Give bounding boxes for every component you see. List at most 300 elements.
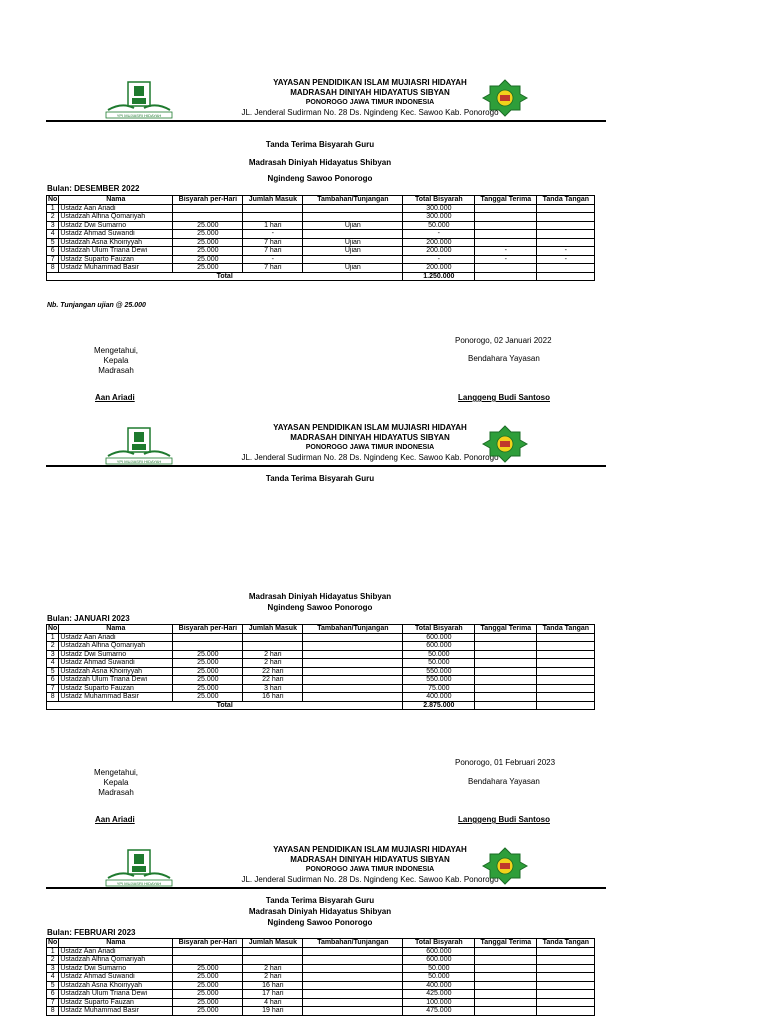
col-nama-cell: Ustadz Ahmad Suwandi	[59, 973, 173, 982]
foundation-name: YAYASAN PENDIDIKAN ISLAM MUJIASRI HIDAYAH	[273, 78, 467, 87]
col-jumlah-masuk-cell: 1 hari	[243, 221, 303, 230]
headmaster-name: Aan Ariadi	[95, 815, 135, 824]
col-total-bisyarah-cell: 600.000	[403, 947, 475, 956]
col-bisyarah-per-hari-cell: 25.000	[173, 667, 243, 676]
col-no-cell: 4	[47, 973, 59, 982]
col-nama-cell: Ustadzah Asna Khoiriyyah	[59, 667, 173, 676]
col-tanda-tangan-cell: -	[537, 247, 595, 256]
col-tanda-tangan-cell	[537, 693, 595, 702]
col-tambahan-header: Tambahan/Tunjangan	[303, 939, 403, 948]
col-nama-cell: Ustadzah Alfina Qomariyah	[59, 956, 173, 965]
table-row	[47, 956, 595, 965]
doc-title: Tanda Terima Bisyarah Guru	[265, 140, 375, 149]
col-tanggal-terima-cell	[475, 1007, 537, 1016]
col-nama-cell: Ustadzah Alfina Qomariyah	[59, 642, 173, 651]
col-tanggal-terima-cell	[475, 633, 537, 642]
col-nama-cell: Ustadz Muhammad Basir	[59, 693, 173, 702]
table-total-row	[47, 272, 595, 281]
address: JL. Jenderal Sudirman No. 28 Ds. Ngindeng Kec. Sawoo Kab. Ponorogo	[241, 875, 499, 884]
col-tanggal-terima-cell	[475, 272, 537, 281]
svg-text:YPI MUJIASRI HIDAYAH: YPI MUJIASRI HIDAYAH	[116, 459, 162, 464]
table-row	[47, 667, 595, 676]
col-total-bisyarah-header: Total Bisyarah	[403, 196, 475, 205]
col-tambahan-cell	[303, 684, 403, 693]
col-tambahan-cell	[303, 667, 403, 676]
col-tanda-tangan-cell	[537, 1007, 595, 1016]
col-tanggal-terima-cell	[475, 213, 537, 222]
col-total-bisyarah-cell: 50.000	[403, 659, 475, 668]
col-tanda-tangan-cell	[537, 633, 595, 642]
col-no-cell: 3	[47, 964, 59, 973]
col-no-cell: 6	[47, 990, 59, 999]
col-tanggal-terima-cell	[475, 676, 537, 685]
col-jumlah-masuk-header: Jumlah Masuk	[243, 625, 303, 634]
col-jumlah-masuk-cell	[243, 633, 303, 642]
treasurer-title: Bendahara Yayasan	[468, 777, 540, 786]
col-tanggal-terima-cell	[475, 981, 537, 990]
col-tambahan-cell: Ujian	[303, 247, 403, 256]
col-bisyarah-per-hari-cell: 25.000	[173, 1007, 243, 1016]
col-tanggal-terima-cell	[475, 693, 537, 702]
month-label: Bulan: DESEMBER 2022	[47, 184, 140, 193]
letterhead-rule	[46, 887, 606, 889]
col-bisyarah-per-hari-cell: 25.000	[173, 998, 243, 1007]
col-jumlah-masuk-cell: 2 hari	[243, 650, 303, 659]
doc-subtitle: Madrasah Diniyah Hidayatus Shibyan	[248, 158, 392, 167]
col-no-cell: 7	[47, 684, 59, 693]
col-tanggal-terima-header: Tanggal Terima	[475, 196, 537, 205]
col-tambahan-cell	[303, 642, 403, 651]
col-tambahan-cell	[303, 990, 403, 999]
col-tanda-tangan-cell	[537, 221, 595, 230]
col-total-bisyarah-cell: 300.000	[403, 213, 475, 222]
col-tambahan-cell	[303, 693, 403, 702]
col-no-cell: 6	[47, 247, 59, 256]
col-nama-cell: Ustadzah Asna Khoiriyyah	[59, 981, 173, 990]
col-bisyarah-per-hari-cell: 25.000	[173, 693, 243, 702]
emblem-logo-icon	[480, 424, 530, 464]
col-tanggal-terima-cell	[475, 684, 537, 693]
col-tanda-tangan-cell	[537, 684, 595, 693]
col-nama-cell: Ustadz Suparto Fauzan	[59, 684, 173, 693]
table-row	[47, 659, 595, 668]
table-row	[47, 684, 595, 693]
col-bisyarah-per-hari-cell: 25.000	[173, 221, 243, 230]
col-no-cell: 5	[47, 667, 59, 676]
col-bisyarah-per-hari-cell	[173, 642, 243, 651]
col-tanggal-terima-cell	[475, 238, 537, 247]
treasurer-name: Langgeng Budi Santoso	[458, 393, 550, 402]
headmaster-title: Kepala Madrasah	[98, 356, 134, 375]
col-no-cell: 4	[47, 230, 59, 239]
signature-block-left	[86, 768, 146, 798]
table-row	[47, 650, 595, 659]
col-tanda-tangan-cell	[537, 947, 595, 956]
col-nama-cell: Ustadz Suparto Fauzan	[59, 255, 173, 264]
col-tanda-tangan-cell	[537, 676, 595, 685]
col-nama-cell: Ustadz Aan Ariadi	[59, 204, 173, 213]
doc-subtitle: Madrasah Diniyah Hidayatus Shibyan	[248, 592, 392, 601]
col-total-bisyarah-cell: 400.000	[403, 693, 475, 702]
acknowledged-label: Mengetahui,	[93, 346, 139, 355]
col-tambahan-cell	[303, 659, 403, 668]
region: PONOROGO JAWA TIMUR INDONESIA	[305, 866, 435, 873]
place-date: Ponorogo, 01 Februari 2023	[455, 758, 556, 767]
col-tanggal-terima-cell	[475, 264, 537, 273]
col-tanggal-terima-cell: -	[475, 255, 537, 264]
col-tanggal-terima-cell	[475, 956, 537, 965]
col-jumlah-masuk-cell	[243, 204, 303, 213]
col-tanggal-terima-cell	[475, 204, 537, 213]
doc-subtitle: Madrasah Diniyah Hidayatus Shibyan	[248, 907, 392, 916]
col-tanggal-terima-header: Tanggal Terima	[475, 625, 537, 634]
col-no-header: No	[48, 939, 58, 946]
col-bisyarah-per-hari-header: Bisyarah per-Hari	[173, 939, 243, 948]
table-row	[47, 247, 595, 256]
col-jumlah-masuk-cell: 2 hari	[243, 964, 303, 973]
col-tambahan-cell	[303, 998, 403, 1007]
col-jumlah-masuk-cell: 2 hari	[243, 659, 303, 668]
table-row	[47, 204, 595, 213]
col-total-bisyarah-cell: 600.000	[403, 633, 475, 642]
col-jumlah-masuk-cell: 7 hari	[243, 264, 303, 273]
col-total-bisyarah-cell: 475.000	[403, 1007, 475, 1016]
col-tambahan-cell	[303, 204, 403, 213]
col-tanda-tangan-cell	[537, 642, 595, 651]
acknowledged-label: Mengetahui,	[93, 768, 139, 777]
col-tambahan-cell: Ujian	[303, 238, 403, 247]
col-tanda-tangan-cell	[537, 204, 595, 213]
table-row	[47, 981, 595, 990]
letterhead-rule	[46, 465, 606, 467]
col-tambahan-cell	[303, 1007, 403, 1016]
col-tanggal-terima-header: Tanggal Terima	[475, 939, 537, 948]
madrasah-name: MADRASAH DINIYAH HIDAYATUS SIBYAN	[290, 855, 450, 864]
col-total-bisyarah-cell: 200.000	[403, 238, 475, 247]
col-total-bisyarah-cell: 425.000	[403, 990, 475, 999]
col-tanggal-terima-cell	[475, 659, 537, 668]
col-total-bisyarah-header: Total Bisyarah	[403, 939, 475, 948]
letterhead	[0, 420, 768, 468]
emblem-logo-icon	[480, 78, 530, 118]
doc-location: Ngindeng Sawoo Ponorogo	[267, 174, 373, 183]
madrasah-name: MADRASAH DINIYAH HIDAYATUS SIBYAN	[290, 88, 450, 97]
col-jumlah-masuk-cell: 7 hari	[243, 238, 303, 247]
col-total-bisyarah-cell: 50.000	[403, 973, 475, 982]
col-tanda-tangan-cell	[537, 238, 595, 247]
table-row	[47, 264, 595, 273]
col-tanda-tangan-header: Tanda Tangan	[537, 625, 595, 634]
col-tanda-tangan-cell	[537, 964, 595, 973]
table-row	[47, 642, 595, 651]
col-no-cell: 2	[47, 642, 59, 651]
col-tambahan-cell	[303, 676, 403, 685]
col-tambahan-cell	[303, 973, 403, 982]
col-tanggal-terima-cell: -	[475, 247, 537, 256]
col-tambahan-cell	[303, 947, 403, 956]
col-tambahan-header: Tambahan/Tunjangan	[303, 625, 403, 634]
col-jumlah-masuk-cell: 22 hari	[243, 667, 303, 676]
col-nama-cell: Ustadz Muhammad Basir	[59, 1007, 173, 1016]
col-no-header: No	[48, 625, 58, 632]
col-tanda-tangan-cell	[537, 659, 595, 668]
col-tanda-tangan-header: Tanda Tangan	[537, 939, 595, 948]
col-total-bisyarah-cell: 200.000	[403, 247, 475, 256]
col-nama-cell: Ustadzah Asna Khoiriyyah	[59, 238, 173, 247]
col-jumlah-masuk-cell: 2 hari	[243, 973, 303, 982]
col-tanda-tangan-cell	[537, 990, 595, 999]
col-nama-cell: Ustadz Dwi Sumarno	[59, 221, 173, 230]
col-bisyarah-per-hari-cell: 25.000	[173, 676, 243, 685]
col-no-cell: 2	[47, 213, 59, 222]
col-tanggal-terima-cell	[475, 230, 537, 239]
col-total-bisyarah-cell: 300.000	[403, 204, 475, 213]
col-no-cell: 2	[47, 956, 59, 965]
col-tanda-tangan-cell	[537, 973, 595, 982]
col-tambahan-cell: Ujian	[303, 221, 403, 230]
table-header-row	[47, 625, 595, 634]
col-tambahan-cell	[303, 213, 403, 222]
col-jumlah-masuk-cell: 7 hari	[243, 247, 303, 256]
total-value: 2.875.000	[403, 701, 475, 710]
col-jumlah-masuk-header: Jumlah Masuk	[243, 939, 303, 948]
col-bisyarah-per-hari-cell	[173, 204, 243, 213]
letterhead	[0, 74, 768, 122]
col-tanda-tangan-header: Tanda Tangan	[537, 196, 595, 205]
col-jumlah-masuk-cell: 16 hari	[243, 693, 303, 702]
col-total-bisyarah-cell: 75.000	[403, 684, 475, 693]
col-tanda-tangan-cell	[537, 667, 595, 676]
bisyarah-table	[46, 195, 595, 281]
doc-title: Tanda Terima Bisyarah Guru	[265, 474, 375, 483]
col-no-header: No	[48, 196, 58, 203]
col-total-bisyarah-cell: -	[403, 230, 475, 239]
col-nama-cell: Ustadzah Ulum Triana Dewi	[59, 247, 173, 256]
table-row	[47, 676, 595, 685]
col-bisyarah-per-hari-cell	[173, 956, 243, 965]
col-no-cell: 1	[47, 633, 59, 642]
col-tanda-tangan-cell	[537, 998, 595, 1007]
col-tanda-tangan-cell: -	[537, 255, 595, 264]
col-total-bisyarah-cell: 550.000	[403, 676, 475, 685]
region: PONOROGO JAWA TIMUR INDONESIA	[305, 444, 435, 451]
col-nama-cell: Ustadzah Alfina Qomariyah	[59, 213, 173, 222]
col-jumlah-masuk-header: Jumlah Masuk	[243, 196, 303, 205]
col-jumlah-masuk-cell: -	[243, 255, 303, 264]
bisyarah-table	[46, 624, 595, 710]
emblem-logo-icon	[480, 846, 530, 886]
doc-location: Ngindeng Sawoo Ponorogo	[267, 603, 373, 612]
col-no-cell: 5	[47, 238, 59, 247]
col-tanggal-terima-cell	[475, 990, 537, 999]
col-bisyarah-per-hari-cell	[173, 213, 243, 222]
table-total-row	[47, 701, 595, 710]
letterhead	[0, 842, 768, 890]
svg-text:YPI MUJIASRI HIDAYAH: YPI MUJIASRI HIDAYAH	[116, 881, 162, 886]
col-tanda-tangan-cell	[537, 701, 595, 710]
table-row	[47, 1007, 595, 1016]
table-row	[47, 633, 595, 642]
col-tanda-tangan-cell	[537, 981, 595, 990]
col-nama-header: Nama	[59, 625, 173, 634]
col-jumlah-masuk-cell	[243, 956, 303, 965]
col-jumlah-masuk-cell: 22 hari	[243, 676, 303, 685]
table-row	[47, 693, 595, 702]
col-tanggal-terima-cell	[475, 701, 537, 710]
col-total-bisyarah-cell: 50.000	[403, 650, 475, 659]
col-tanggal-terima-cell	[475, 998, 537, 1007]
doc-location: Ngindeng Sawoo Ponorogo	[267, 918, 373, 927]
col-nama-cell: Ustadz Dwi Sumarno	[59, 964, 173, 973]
col-bisyarah-per-hari-cell: 25.000	[173, 650, 243, 659]
col-total-bisyarah-cell: 600.000	[403, 642, 475, 651]
total-value: 1.250.000	[403, 272, 475, 281]
col-tanda-tangan-cell	[537, 650, 595, 659]
col-nama-header: Nama	[59, 939, 173, 948]
col-total-bisyarah-cell: 600.000	[403, 956, 475, 965]
col-bisyarah-per-hari-cell: 25.000	[173, 255, 243, 264]
col-tanda-tangan-cell	[537, 264, 595, 273]
col-jumlah-masuk-cell	[243, 947, 303, 956]
col-tambahan-cell: Ujian	[303, 264, 403, 273]
col-no-cell: 8	[47, 1007, 59, 1016]
col-nama-cell: Ustadz Ahmad Suwandi	[59, 659, 173, 668]
col-bisyarah-per-hari-cell: 25.000	[173, 973, 243, 982]
col-tambahan-cell	[303, 255, 403, 264]
col-tanggal-terima-cell	[475, 973, 537, 982]
table-row	[47, 255, 595, 264]
table-row	[47, 230, 595, 239]
col-tanda-tangan-cell	[537, 272, 595, 281]
col-total-bisyarah-header: Total Bisyarah	[403, 625, 475, 634]
address: JL. Jenderal Sudirman No. 28 Ds. Ngindeng Kec. Sawoo Kab. Ponorogo	[241, 108, 499, 117]
signature-block-left	[86, 346, 146, 376]
col-bisyarah-per-hari-header: Bisyarah per-Hari	[173, 196, 243, 205]
col-no-cell: 8	[47, 264, 59, 273]
table-row	[47, 990, 595, 999]
place-date: Ponorogo, 02 Januari 2022	[455, 336, 552, 345]
col-tambahan-cell	[303, 964, 403, 973]
col-bisyarah-per-hari-cell	[173, 947, 243, 956]
col-total-bisyarah-cell: 400.000	[403, 981, 475, 990]
col-nama-cell: Ustadz Suparto Fauzan	[59, 998, 173, 1007]
col-tambahan-cell	[303, 981, 403, 990]
col-bisyarah-per-hari-cell: 25.000	[173, 964, 243, 973]
col-nama-header: Nama	[59, 196, 173, 205]
col-total-bisyarah-cell: 100.000	[403, 998, 475, 1007]
col-bisyarah-per-hari-cell	[173, 633, 243, 642]
col-jumlah-masuk-cell: 19 hari	[243, 1007, 303, 1016]
table-row	[47, 221, 595, 230]
col-total-bisyarah-cell: -	[403, 255, 475, 264]
col-tanggal-terima-cell	[475, 947, 537, 956]
col-total-bisyarah-cell: 50.000	[403, 964, 475, 973]
col-nama-cell: Ustadz Aan Ariadi	[59, 633, 173, 642]
region: PONOROGO JAWA TIMUR INDONESIA	[305, 99, 435, 106]
col-bisyarah-per-hari-cell: 25.000	[173, 247, 243, 256]
col-no-cell: 1	[47, 947, 59, 956]
treasurer-title: Bendahara Yayasan	[468, 354, 540, 363]
col-no-cell: 3	[47, 650, 59, 659]
col-tambahan-cell	[303, 956, 403, 965]
col-jumlah-masuk-cell: 16 hari	[243, 981, 303, 990]
col-tambahan-cell	[303, 230, 403, 239]
doc-title: Tanda Terima Bisyarah Guru	[265, 896, 375, 905]
col-bisyarah-per-hari-cell: 25.000	[173, 264, 243, 273]
col-no-cell: 3	[47, 221, 59, 230]
col-bisyarah-per-hari-cell: 25.000	[173, 230, 243, 239]
col-no-cell: 5	[47, 981, 59, 990]
col-tanggal-terima-cell	[475, 650, 537, 659]
col-no-cell: 8	[47, 693, 59, 702]
headmaster-name: Aan Ariadi	[95, 393, 135, 402]
col-nama-cell: Ustadzah Ulum Triana Dewi	[59, 676, 173, 685]
col-no-cell: 7	[47, 255, 59, 264]
headmaster-title: Kepala Madrasah	[98, 778, 134, 797]
col-total-bisyarah-cell: 550.000	[403, 667, 475, 676]
col-jumlah-masuk-cell	[243, 642, 303, 651]
month-label: Bulan: JANUARI 2023	[47, 614, 130, 623]
col-bisyarah-per-hari-cell: 25.000	[173, 981, 243, 990]
col-tanda-tangan-cell	[537, 213, 595, 222]
table-row	[47, 964, 595, 973]
col-no-cell: 7	[47, 998, 59, 1007]
col-total-bisyarah-cell: 50.000	[403, 221, 475, 230]
col-jumlah-masuk-cell: 4 hari	[243, 998, 303, 1007]
svg-text:YPI MUJIASRI HIDAYAH: YPI MUJIASRI HIDAYAH	[116, 113, 162, 118]
col-no-cell: 6	[47, 676, 59, 685]
table-header-row	[47, 196, 595, 205]
col-bisyarah-per-hari-cell: 25.000	[173, 684, 243, 693]
col-tanggal-terima-cell	[475, 221, 537, 230]
table-row	[47, 998, 595, 1007]
col-nama-cell: Ustadz Ahmad Suwandi	[59, 230, 173, 239]
foundation-name: YAYASAN PENDIDIKAN ISLAM MUJIASRI HIDAYAH	[273, 845, 467, 854]
allowance-note: Nb. Tunjangan ujian @ 25.000	[47, 302, 146, 309]
month-label: Bulan: FEBRUARI 2023	[47, 928, 136, 937]
col-jumlah-masuk-cell: 3 hari	[243, 684, 303, 693]
col-nama-cell: Ustadzah Ulum Triana Dewi	[59, 990, 173, 999]
col-jumlah-masuk-cell: 17 hari	[243, 990, 303, 999]
bisyarah-table	[46, 938, 595, 1016]
col-bisyarah-per-hari-cell: 25.000	[173, 990, 243, 999]
col-jumlah-masuk-cell	[243, 213, 303, 222]
col-tanggal-terima-cell	[475, 642, 537, 651]
address: JL. Jenderal Sudirman No. 28 Ds. Ngindeng Kec. Sawoo Kab. Ponorogo	[241, 453, 499, 462]
col-total-bisyarah-cell: 200.000	[403, 264, 475, 273]
col-no-cell: 4	[47, 659, 59, 668]
col-no-cell: 1	[47, 204, 59, 213]
col-tanggal-terima-cell	[475, 964, 537, 973]
madrasah-name: MADRASAH DINIYAH HIDAYATUS SIBYAN	[290, 433, 450, 442]
col-jumlah-masuk-cell: -	[243, 230, 303, 239]
table-row	[47, 213, 595, 222]
table-header-row	[47, 939, 595, 948]
col-tambahan-cell	[303, 633, 403, 642]
foundation-name: YAYASAN PENDIDIKAN ISLAM MUJIASRI HIDAYAH	[273, 423, 467, 432]
col-tanda-tangan-cell	[537, 956, 595, 965]
col-bisyarah-per-hari-cell: 25.000	[173, 659, 243, 668]
total-label: Total	[47, 701, 403, 710]
col-tanggal-terima-cell	[475, 667, 537, 676]
table-row	[47, 973, 595, 982]
treasurer-name: Langgeng Budi Santoso	[458, 815, 550, 824]
col-bisyarah-per-hari-header: Bisyarah per-Hari	[173, 625, 243, 634]
table-row	[47, 238, 595, 247]
col-bisyarah-per-hari-cell: 25.000	[173, 238, 243, 247]
col-nama-cell: Ustadz Dwi Sumarno	[59, 650, 173, 659]
col-nama-cell: Ustadz Muhammad Basir	[59, 264, 173, 273]
